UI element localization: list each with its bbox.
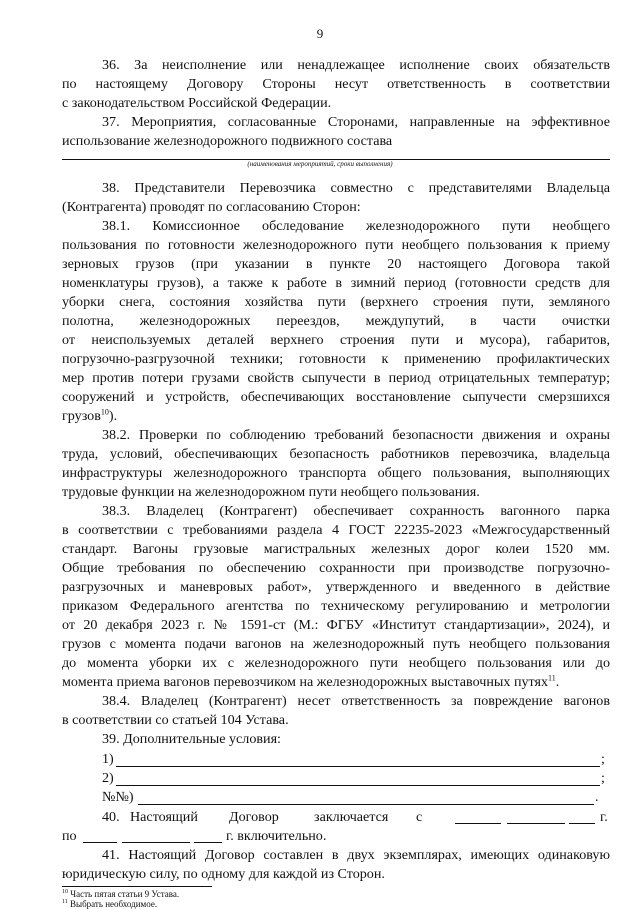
condition-item-blank[interactable] bbox=[116, 785, 600, 786]
paragraph-39-heading: 39. Дополнительные условия: bbox=[102, 731, 281, 747]
page-number: 9 bbox=[316, 26, 324, 41]
paragraph-38-3-line bbox=[62, 673, 610, 692]
paragraph-38-line: (Контрагента) проводят по согласованию Сторон: bbox=[62, 199, 361, 215]
paragraph-36-line: с законодательством Российской Федерации. bbox=[62, 95, 332, 111]
footnote-ref-text: грузов bbox=[62, 408, 101, 424]
paragraph-38-4-line: 38.4. Владелец (Контрагент) несет ответственность за повреждение вагонов bbox=[102, 693, 610, 709]
date-year-blank[interactable] bbox=[569, 823, 595, 824]
paragraph-38-3-line: 38.3. Владелец (Контрагент) обеспечивает сохранность вагонного парка bbox=[102, 503, 610, 519]
paragraph-38-2-line: трудовые функции на железнодорожном пути необщего пользования. bbox=[62, 484, 480, 500]
paragraph-40-word: Договор bbox=[229, 809, 279, 825]
date-month-blank[interactable] bbox=[122, 842, 190, 843]
paragraph-38-2-line: 38.2. Проверки по соблюдению требований безопасности движения и охраны bbox=[102, 427, 610, 443]
line-end: ). bbox=[108, 408, 118, 424]
footnote-separator bbox=[62, 886, 212, 887]
paragraph-40-word: г. включительно. bbox=[226, 828, 327, 844]
paragraph-38-1-line: мер против потери грузами свойств сыпучести в период отрицательных температур; bbox=[62, 370, 610, 386]
paragraph-38-2-line: труда, условий, обеспечивающих безопасность работников перевозчика, владельца bbox=[62, 446, 610, 462]
paragraph-38-1-line: пользования по готовности железнодорожного пути необщего пользования к приему bbox=[62, 237, 610, 253]
line-end: . bbox=[555, 674, 560, 690]
paragraph-41-line: юридическую силу, по одному для каждой из Сторон. bbox=[62, 866, 385, 882]
date-year-blank[interactable] bbox=[194, 842, 222, 843]
paragraph-38-3-line: стандарт. Вагоны грузовые магистральных железных дорог колеи 1520 мм. bbox=[62, 541, 610, 557]
paragraph-38-1-line bbox=[62, 407, 610, 426]
paragraph-38-line: 38. Представители Перевозчика совместно с представителями Владельца bbox=[102, 180, 610, 196]
footnote-text: Выбрать необходимое. bbox=[70, 899, 158, 909]
condition-item-end: ; bbox=[601, 751, 605, 767]
footnote-number: 11 bbox=[62, 899, 68, 905]
paragraph-40-word: г. bbox=[600, 809, 608, 825]
footnote-ref-11: 11 bbox=[548, 673, 556, 683]
condition-item-number: №№) bbox=[102, 789, 134, 805]
footnote-11 bbox=[62, 899, 157, 909]
paragraph-38-3-line: Общие требования по обеспечению сохранности при производстве погрузочно- bbox=[62, 560, 610, 576]
paragraph-36-line: 36. За неисполнение или ненадлежащее исполнение своих обязательств bbox=[102, 57, 610, 73]
paragraph-38-3-line: от 20 декабря 2023 г. № 1591-ст (М.: ФГБУ «Институт стандартизации», 2024), и bbox=[62, 617, 610, 633]
paragraph-37-line: использование железнодорожного подвижного состава bbox=[62, 133, 393, 149]
paragraph-38-1-line: 38.1. Комиссионное обследование железнодорожного пути необщего bbox=[102, 218, 610, 234]
paragraph-38-1-line: полотна, железнодорожных переездов, междупутий, в части очистки bbox=[62, 313, 610, 329]
paragraph-38-3-line: разгрузочных и маневровых работ», утвержденного и введенного в действие bbox=[62, 579, 610, 595]
fill-in-caption: (наименования мероприятий, сроки выполнения) bbox=[247, 160, 393, 168]
footnote-number: 10 bbox=[62, 889, 68, 895]
paragraph-38-2-line: инфраструктуры железнодорожного транспорта общего пользования, выполняющих bbox=[62, 465, 610, 481]
paragraph-38-1-line: уборки снега, состояния хозяйства пути (верхнего строения пути, земляного bbox=[62, 294, 610, 310]
condition-item-end: . bbox=[595, 789, 599, 805]
paragraph-38-3-line: в соответствии с требованиями раздела 4 ГОСТ 22235-2023 «Межгосударственный bbox=[62, 522, 610, 538]
paragraph-36-line: по настоящему Договору Стороны несут ответственность в соответствии bbox=[62, 76, 610, 92]
paragraph-38-3-line: приказом Федерального агентства по техническому регулированию и метрологии bbox=[62, 598, 610, 614]
footnote-text: Часть пятая статьи 9 Устава. bbox=[70, 889, 180, 899]
date-day-blank[interactable] bbox=[83, 842, 117, 843]
condition-item-number: 2) bbox=[102, 770, 114, 786]
footnote-ref-text: момента приема вагонов перевозчиком на железнодорожных выставочных путях bbox=[62, 674, 549, 690]
paragraph-40-word: заключается bbox=[314, 809, 389, 825]
paragraph-38-1-line: погрузочно-разгрузочной техники; готовности к применению профилактических bbox=[62, 351, 610, 367]
condition-item-blank[interactable] bbox=[138, 804, 594, 805]
date-day-blank[interactable] bbox=[455, 823, 501, 824]
paragraph-37-line: 37. Мероприятия, согласованные Сторонами, направленные на эффективное bbox=[102, 114, 610, 130]
paragraph-38-3-line: до момента уборки их с железнодорожного пути необщего пользования или до bbox=[62, 655, 610, 671]
paragraph-41-line: 41. Настоящий Договор составлен в двух экземплярах, имеющих одинаковую bbox=[102, 847, 610, 863]
paragraph-40-word: с bbox=[416, 809, 423, 825]
condition-item-blank[interactable] bbox=[116, 766, 600, 767]
paragraph-38-1-line: зерновых грузов (при указании в пункте 20 настоящего Договора такой bbox=[62, 256, 610, 272]
paragraph-38-4-line: в соответствии со статьей 104 Устава. bbox=[62, 712, 289, 728]
paragraph-38-1-line: сооружений и устройств, обеспечивающих восстановление сыпучести смерзшихся bbox=[62, 389, 610, 405]
paragraph-40-word: 40. bbox=[102, 809, 120, 825]
paragraph-40-word: по bbox=[62, 828, 77, 844]
paragraph-38-1-line: номенклатуры грузов), а также к работе в зимний период (готовности средств для bbox=[62, 275, 610, 291]
paragraph-40-word: Настоящий bbox=[130, 809, 198, 825]
condition-item-number: 1) bbox=[102, 751, 114, 767]
footnote-ref-10: 10 bbox=[100, 407, 109, 417]
paragraph-38-1-line: от неиспользуемых деталей верхнего строения пути и мусора), габаритов, bbox=[62, 332, 610, 348]
footnote-10 bbox=[62, 889, 179, 899]
date-month-blank[interactable] bbox=[507, 823, 565, 824]
paragraph-38-3-line: грузов с момента подачи вагонов на железнодорожный путь необщего пользования bbox=[62, 636, 610, 652]
condition-item-end: ; bbox=[601, 770, 605, 786]
